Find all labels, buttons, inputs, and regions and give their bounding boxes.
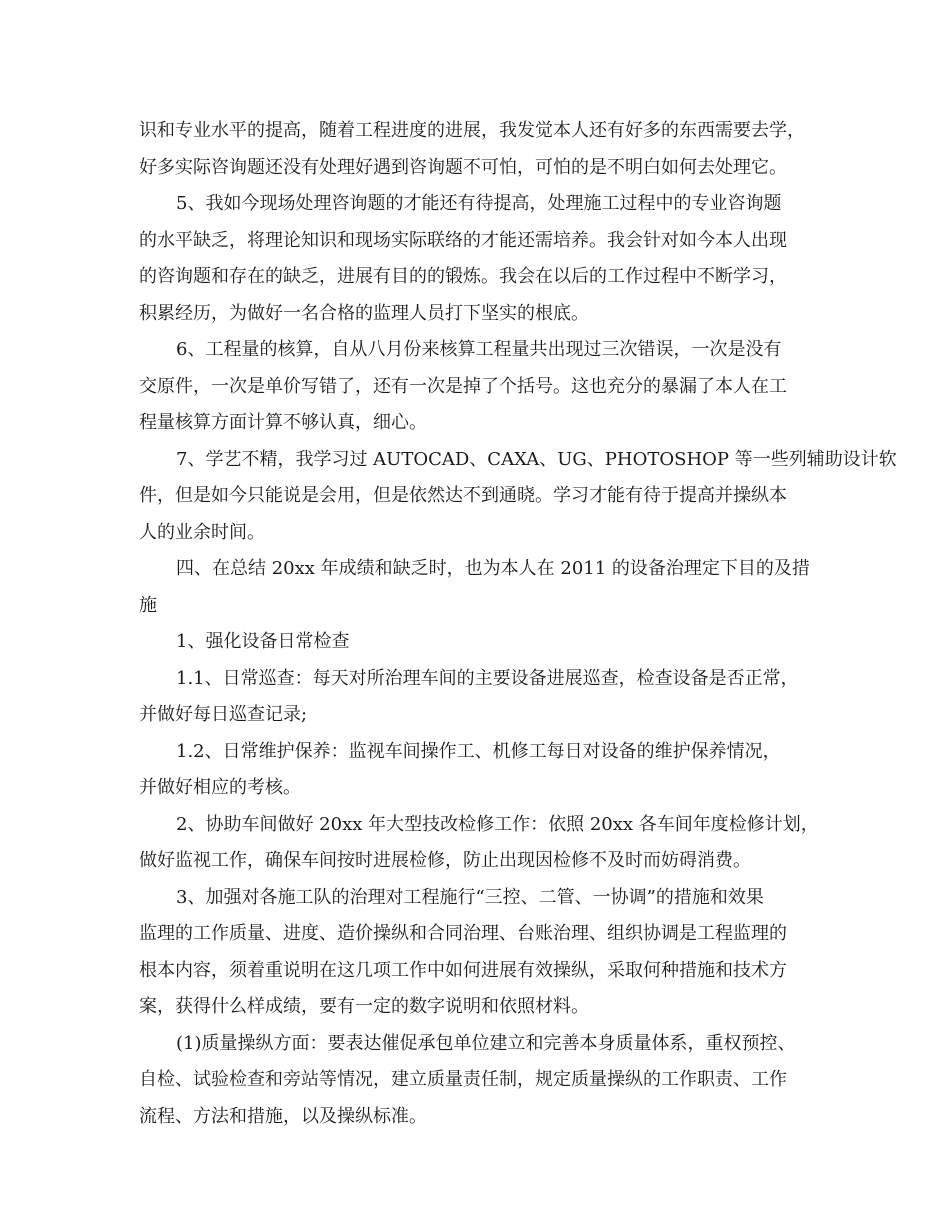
text-line: 的咨询题和存在的缺乏，进展有目的的锻炼。我会在以后的工作过程中不断学习， (139, 266, 787, 287)
text-line: 做好监视工作，确保车间按时进展检修，防止出现因检修不及时而妨碍消费。 (139, 850, 751, 871)
text-line: 案，获得什么样成绩，要有一定的数字说明和依照材料。 (139, 996, 589, 1017)
text-line: 6、工程量的核算，自从八月份来核算工程量共出现过三次错误，一次是没有 (176, 339, 782, 360)
text-line: 根本内容，须着重说明在这几项工作中如何进展有效操纵，采取何种措施和技术方 (139, 959, 787, 981)
text-line: 1.2、日常维护保养：监视车间操作工、机修工每日对设备的维护保养情况， (176, 740, 781, 762)
text-line: 交原件，一次是单价写错了，还有一次是掉了个括号。这也充分的暴漏了本人在工 (139, 375, 787, 397)
text-line: 3、加强对各施工队的治理对工程施行“三控、二管、一协调”的措施和效果 (176, 886, 764, 908)
text-line: 1.1、日常巡查：每天对所治理车间的主要设备进展巡查，检查设备是否正常， (176, 667, 799, 689)
text-line: 2、协助车间做好 20xx 年大型技改检修工作：依照 20xx 各车间年度检修计划， (176, 813, 819, 835)
document-body (139, 113, 897, 1135)
text-line: 1、强化设备日常检查 (176, 631, 350, 652)
text-line: 的水平缺乏，将理论知识和现场实际联络的才能还需培养。我会针对如今本人出现 (139, 229, 787, 251)
text-line: 7、学艺不精，我学习过 AUTOCAD、CAXA、UG、PHOTOSHOP 等一些列辅助设计软 (176, 448, 897, 470)
text-line: 人的业余时间。 (139, 521, 265, 543)
text-line: 程量核算方面计算不够认真，细心。 (139, 412, 427, 433)
text-line: 好多实际咨询题还没有处理好遇到咨询题不可怕，可怕的是不明白如何去处理它。 (139, 156, 787, 178)
text-line: 并做好相应的考核。 (139, 777, 301, 798)
text-line: 并做好每日巡查记录; (139, 704, 308, 725)
text-line: 自检、试验检查和旁站等情况，建立质量责任制，规定质量操纵的工作职责、工作 (139, 1069, 787, 1090)
text-line: 件，但是如今只能说是会用，但是依然达不到通晓。学习才能有待于提高并操纵本 (139, 485, 787, 506)
text-line: 流程、方法和措施，以及操纵标准。 (139, 1105, 427, 1127)
text-line: 四、在总结 20xx 年成绩和缺乏时，也为本人在 2011 的设备治理定下目的及措 (176, 558, 810, 579)
text-line: 监理的工作质量、进度、造价操纵和合同治理、台账治理、组织协调是工程监理的 (139, 923, 787, 944)
text-line: 识和专业水平的提高，随着工程进度的进展，我发觉本人还有好多的东西需要去学， (139, 120, 805, 141)
text-line: 积累经历，为做好一名合格的监理人员打下坚实的根底。 (139, 302, 589, 324)
text-line: (1)质量操纵方面：要表达催促承包单位建立和完善本身质量体系，重权预控、 (176, 1032, 796, 1054)
text-line: 施 (139, 594, 157, 616)
text-line: 5、我如今现场处理咨询题的才能还有待提高，处理施工过程中的专业咨询题 (176, 193, 782, 214)
